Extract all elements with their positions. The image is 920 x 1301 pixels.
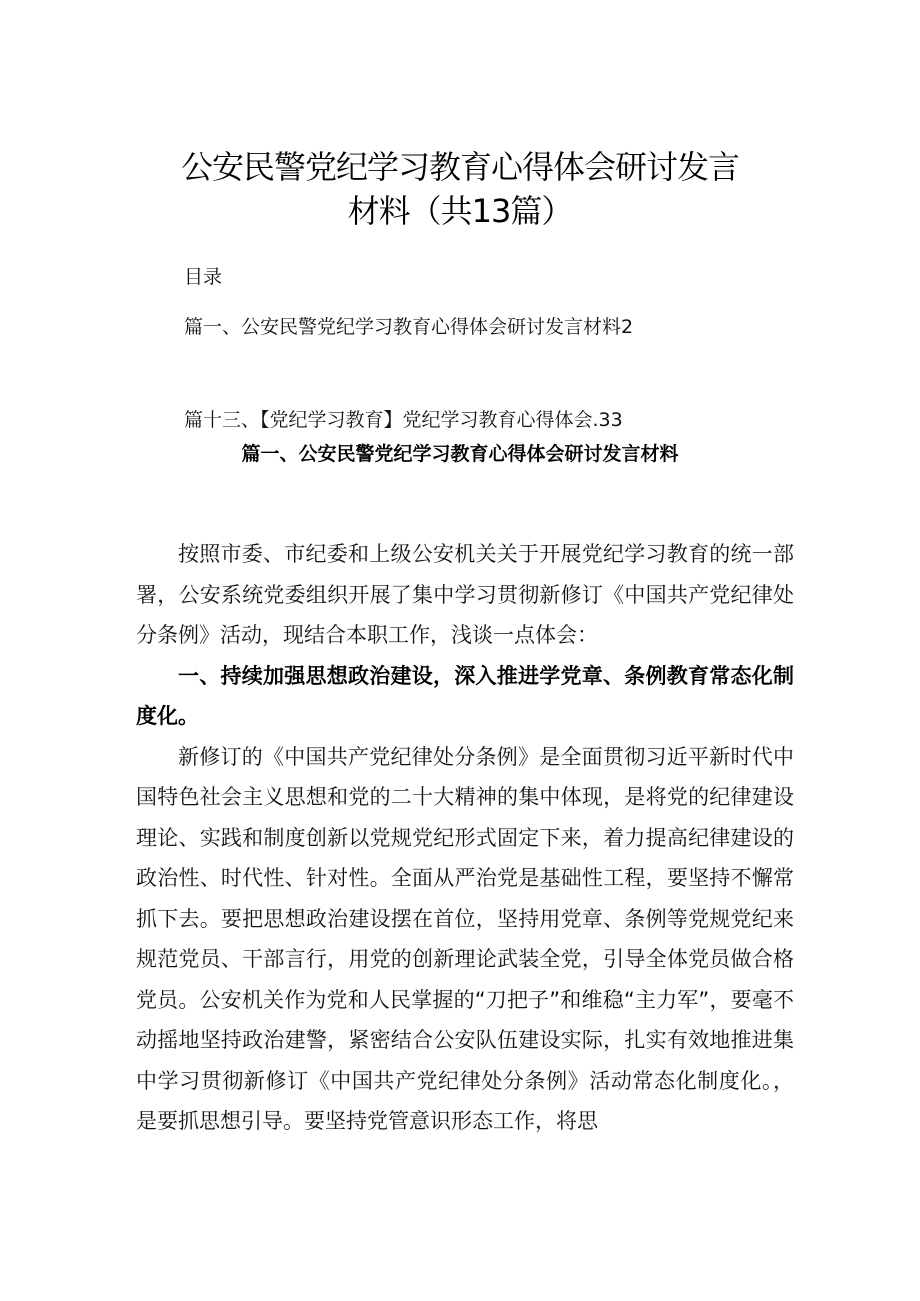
document-title-line-2: 材料（共13篇） <box>347 192 573 230</box>
document-title-line-1: 公安民警党纪学习教育心得体会研讨发言 <box>180 148 739 186</box>
toc-item-1: 篇一、公安民警党纪学习教育心得体会研讨发言材料2 <box>184 316 634 338</box>
body-text <box>136 534 794 1142</box>
paragraph-body-1: 新修订的《中国共产党纪律处分条例》是全面贯彻习近平新时代中国特色社会主义思想和党的二十大精神的集中体现，是将党的纪律建设理论、实践和制度创新以党规党纪形式固定下来，着力提高纪律建设的政治性、时代性、针对性。全面从严治党是基础性工程，要坚持不懈常抓下去。要把思想政治建设摆在首位，坚持用党章、条例等党规党纪来规范党员、干部言行，用党的创新理论武装全党，引导全体党员做合格党员。公安机关作为党和人民掌握的“刀把子”和维稳“主力军”，要毫不动摇地坚持政治建警，紧密结合公安队伍建设实际，扎实有效地推进集中学习贯彻新修订《中国共产党纪律处分条例》活动常态化制度化。，是要抓思想引导。要坚持党管意识形态工作，将思 <box>136 744 794 1133</box>
toc-item-13: 篇十三、【党纪学习教育】党纪学习教育心得体会.33 <box>184 409 623 431</box>
section-heading: 篇一、公安民警党纪学习教育心得体会研讨发言材料 <box>241 443 679 465</box>
toc-label: 目录 <box>184 266 223 288</box>
paragraph-intro: 按照市委、市纪委和上级公安机关关于开展党纪学习教育的统一部署，公安系统党委组织开展了集中学习贯彻新修订《中国共产党纪律处分条例》活动，现结合本职工作，浅谈一点体会： <box>136 542 794 647</box>
paragraph-heading-1: 一、持续加强思想政治建设，深入推进学党章、条例教育常态化制度化。 <box>136 663 794 728</box>
